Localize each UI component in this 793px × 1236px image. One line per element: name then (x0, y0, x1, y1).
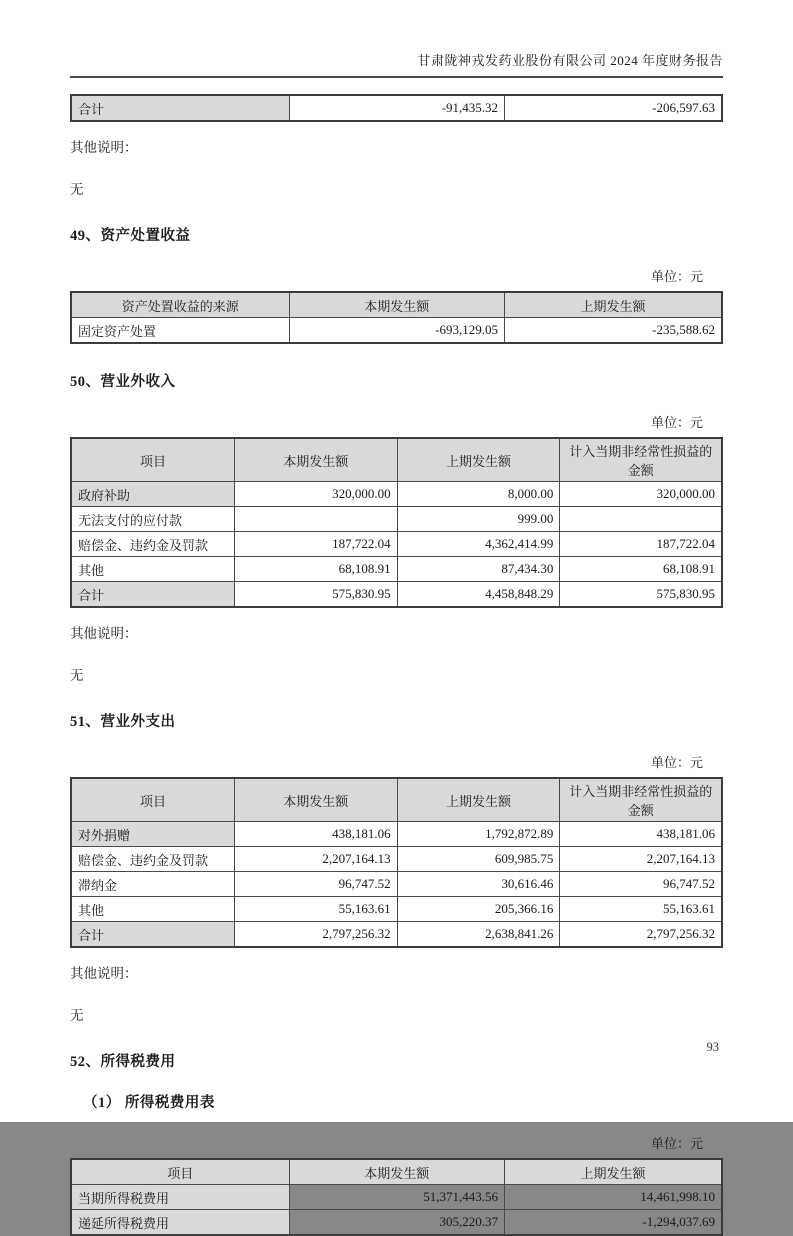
table-row (71, 532, 722, 557)
cell-prior-amount: 8,000.00 (397, 482, 560, 507)
col-header-item: 项目 (71, 1159, 289, 1185)
row-label: 合计 (71, 95, 289, 121)
table-row (71, 1185, 722, 1210)
unit-label: 单位：元 (650, 415, 703, 430)
page-number: 93 (706, 1040, 719, 1054)
table-row (71, 507, 722, 532)
cell-current-amount: 320,000.00 (234, 482, 397, 507)
none-text: 无 (70, 182, 84, 197)
cell-nonrecurring-amount: 575,830.95 (560, 582, 722, 608)
cell-current-amount: 68,108.91 (234, 557, 397, 582)
carryover-total-table (70, 94, 723, 122)
unit-label: 单位：元 (650, 1136, 703, 1151)
cell-prior-amount: -206,597.63 (505, 95, 722, 121)
table-row (71, 95, 722, 121)
table-row (71, 897, 722, 922)
col-header-prior: 上期发生额 (505, 1159, 722, 1185)
section-49-heading: 49、资产处置收益 (70, 228, 191, 244)
col-header-nonrecurring: 计入当期非经常性损益的金额 (560, 438, 722, 482)
row-label: 递延所得税费用 (71, 1210, 289, 1236)
table-row (71, 872, 722, 897)
cell-current-amount: 2,797,256.32 (234, 922, 397, 948)
cell-current-amount: 2,207,164.13 (234, 847, 397, 872)
table-total-row (71, 922, 722, 948)
cell-current-amount: 96,747.52 (234, 872, 397, 897)
col-header-prior: 上期发生额 (505, 292, 722, 318)
row-label: 固定资产处置 (71, 318, 289, 344)
cell-current-amount: -693,129.05 (289, 318, 504, 344)
cell-prior-amount: 14,461,998.10 (505, 1185, 722, 1210)
col-header-prior: 上期发生额 (397, 438, 560, 482)
section-50-heading: 50、营业外收入 (70, 374, 176, 390)
col-header-prior: 上期发生额 (397, 778, 560, 822)
row-label: 其他 (71, 557, 234, 582)
cell-current-amount: 55,163.61 (234, 897, 397, 922)
col-header-current: 本期发生额 (289, 1159, 504, 1185)
cell-nonrecurring-amount: 2,207,164.13 (560, 847, 722, 872)
cell-current-amount: 575,830.95 (234, 582, 397, 608)
unit-label: 单位：元 (650, 269, 703, 284)
cell-prior-amount: -235,588.62 (505, 318, 722, 344)
cell-prior-amount: 205,366.16 (397, 897, 560, 922)
doc-header (70, 50, 723, 78)
other-note-label: 其他说明： (70, 626, 138, 641)
cell-nonrecurring-amount: 96,747.52 (560, 872, 722, 897)
cell-nonrecurring-amount: 438,181.06 (560, 822, 722, 847)
cell-prior-amount: 999.00 (397, 507, 560, 532)
income-tax-expense-table (70, 1158, 723, 1236)
cell-current-amount (234, 507, 397, 532)
non-operating-income-table (70, 437, 723, 608)
cell-current-amount: 305,220.37 (289, 1210, 504, 1236)
table-row (71, 557, 722, 582)
unit-label: 单位：元 (650, 755, 703, 770)
asset-disposal-income-table (70, 291, 723, 344)
cell-nonrecurring-amount: 68,108.91 (560, 557, 722, 582)
cell-current-amount: 438,181.06 (234, 822, 397, 847)
cell-prior-amount: 1,792,872.89 (397, 822, 560, 847)
row-label: 合计 (71, 582, 234, 608)
cell-prior-amount: 4,458,848.29 (397, 582, 560, 608)
table-header-row (71, 292, 722, 318)
row-label: 赔偿金、违约金及罚款 (71, 847, 234, 872)
cell-current-amount: 187,722.04 (234, 532, 397, 557)
cell-nonrecurring-amount (560, 507, 722, 532)
table-row (71, 318, 722, 344)
table-header-row (71, 1159, 722, 1185)
cell-prior-amount: 2,638,841.26 (397, 922, 560, 948)
row-label: 当期所得税费用 (71, 1185, 289, 1210)
table-row (71, 482, 722, 507)
none-text: 无 (70, 668, 84, 683)
col-header-item: 项目 (71, 438, 234, 482)
row-label: 对外捐赠 (71, 822, 234, 847)
other-note-label: 其他说明： (70, 966, 138, 981)
col-header-nonrecurring: 计入当期非经常性损益的金额 (560, 778, 722, 822)
row-label: 无法支付的应付款 (71, 507, 234, 532)
section-52-heading: 52、所得税费用 (70, 1054, 176, 1070)
col-header-current: 本期发生额 (234, 438, 397, 482)
cell-nonrecurring-amount: 2,797,256.32 (560, 922, 722, 948)
table-header-row (71, 778, 722, 822)
none-text: 无 (70, 1008, 84, 1023)
section-51-heading: 51、营业外支出 (70, 714, 176, 730)
doc-header-title: 甘肃陇神戎发药业股份有限公司 2024 年度财务报告 (417, 53, 723, 68)
row-label: 赔偿金、违约金及罚款 (71, 532, 234, 557)
table-row (71, 1210, 722, 1236)
cell-prior-amount: 30,616.46 (397, 872, 560, 897)
row-label: 滞纳金 (71, 872, 234, 897)
cell-prior-amount: 87,434.30 (397, 557, 560, 582)
cell-prior-amount: 4,362,414.99 (397, 532, 560, 557)
col-header-item: 项目 (71, 778, 234, 822)
table-row (71, 847, 722, 872)
cell-current-amount: 51,371,443.56 (289, 1185, 504, 1210)
cell-nonrecurring-amount: 187,722.04 (560, 532, 722, 557)
table-total-row (71, 582, 722, 608)
col-header-current: 本期发生额 (234, 778, 397, 822)
cell-prior-amount: -1,294,037.69 (505, 1210, 722, 1236)
col-header-source: 资产处置收益的来源 (71, 292, 289, 318)
row-label: 其他 (71, 897, 234, 922)
row-label: 政府补助 (71, 482, 234, 507)
table-header-row (71, 438, 722, 482)
col-header-current: 本期发生额 (289, 292, 504, 318)
non-operating-expenses-table (70, 777, 723, 948)
cell-prior-amount: 609,985.75 (397, 847, 560, 872)
cell-nonrecurring-amount: 55,163.61 (560, 897, 722, 922)
row-label: 合计 (71, 922, 234, 948)
cell-nonrecurring-amount: 320,000.00 (560, 482, 722, 507)
cell-current-amount: -91,435.32 (289, 95, 504, 121)
section-52-subheading: （1） 所得税费用表 (83, 1095, 215, 1111)
other-note-label: 其他说明： (70, 140, 138, 155)
table-row (71, 822, 722, 847)
